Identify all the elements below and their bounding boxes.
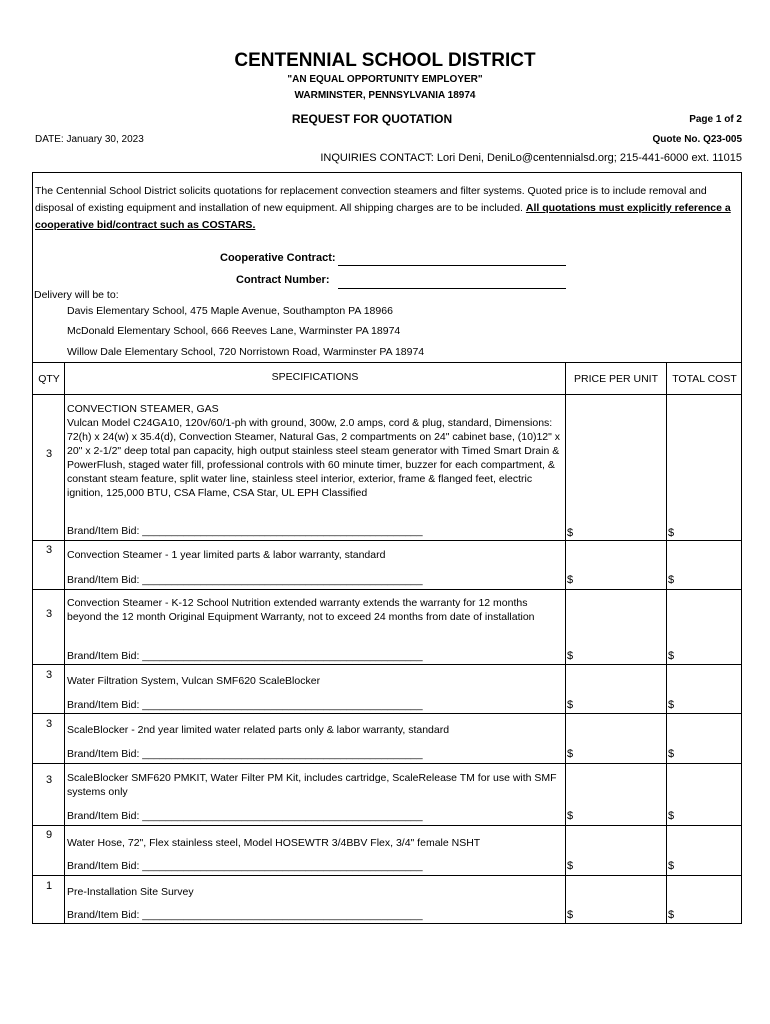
row-qty: 3 (45, 608, 53, 620)
header-price-per-unit: PRICE PER UNIT (573, 373, 658, 385)
row-qty: 3 (45, 718, 53, 730)
price-per-unit-field[interactable]: $ (567, 909, 574, 921)
brand-item-bid[interactable]: Brand/Item Bid: ________________________________________________ (67, 525, 423, 537)
inquiries-contact: INQUIRIES CONTACT: Lori Deni, DeniLo@centennialsd.org; 215-441-6000 ext. 11015 (320, 152, 742, 164)
column-divider (666, 362, 667, 924)
total-cost-field[interactable]: $ (668, 860, 675, 872)
row-specification: ScaleBlocker - 2nd year limited water related parts only & labor warranty, standard (67, 724, 450, 736)
row-qty: 9 (45, 829, 53, 841)
delivery-school: Davis Elementary School, 475 Maple Avenue, Southampton PA 18966 (67, 305, 393, 317)
brand-item-bid[interactable]: Brand/Item Bid: ________________________________________________ (67, 574, 423, 586)
row-qty: 3 (45, 544, 53, 556)
brand-item-bid[interactable]: Brand/Item Bid: ________________________________________________ (67, 810, 423, 822)
header-qty: QTY (38, 373, 60, 385)
cooperative-contract-label: Cooperative Contract: (220, 252, 336, 264)
price-per-unit-field[interactable]: $ (567, 860, 574, 872)
row-divider (32, 540, 742, 541)
date: DATE: January 30, 2023 (35, 134, 144, 145)
contract-number-field[interactable] (338, 288, 566, 289)
price-per-unit-field[interactable]: $ (567, 699, 574, 711)
header-specifications: SPECIFICATIONS (271, 371, 359, 383)
table-header-border (32, 394, 742, 395)
intro-emphasis: All quotations must explicitly reference a cooperative bid/contract such as COSTARS. (35, 202, 731, 231)
brand-item-bid[interactable]: Brand/Item Bid: ________________________________________________ (67, 748, 423, 760)
total-cost-field[interactable]: $ (668, 748, 675, 760)
tagline: "AN EQUAL OPPORTUNITY EMPLOYER" (287, 74, 483, 85)
column-divider (565, 362, 566, 924)
row-divider (32, 763, 742, 764)
quote-number: Quote No. Q23-005 (652, 134, 742, 145)
header-total-cost: TOTAL COST (672, 373, 737, 385)
document-title: REQUEST FOR QUOTATION (291, 112, 453, 126)
row-qty: 3 (45, 669, 53, 681)
brand-item-bid[interactable]: Brand/Item Bid: ________________________________________________ (67, 860, 423, 872)
row-divider (32, 875, 742, 876)
location: WARMINSTER, PENNSYLVANIA 18974 (294, 90, 476, 101)
total-cost-field[interactable]: $ (668, 810, 675, 822)
row-divider (32, 825, 742, 826)
district-title: CENTENNIAL SCHOOL DISTRICT (234, 50, 536, 71)
price-per-unit-field[interactable]: $ (567, 574, 574, 586)
price-per-unit-field[interactable]: $ (567, 810, 574, 822)
row-qty: 3 (45, 774, 53, 786)
intro-paragraph (35, 183, 735, 234)
row-specification: Convection Steamer - 1 year limited parts & labor warranty, standard (67, 549, 386, 561)
total-cost-field[interactable]: $ (668, 527, 675, 539)
row-specification: Convection Steamer - K-12 School Nutrition extended warranty extends the warranty for 12 months beyond the 12 month Original Equipment Warranty, not to exceed 24 months from date of installation (67, 597, 535, 623)
delivery-school: Willow Dale Elementary School, 720 Norristown Road, Warminster PA 18974 (67, 346, 425, 358)
total-cost-field[interactable]: $ (668, 650, 675, 662)
delivery-school: McDonald Elementary School, 666 Reeves Lane, Warminster PA 18974 (67, 325, 401, 337)
price-per-unit-field[interactable]: $ (567, 748, 574, 760)
row-qty: 3 (45, 448, 53, 460)
total-cost-field[interactable]: $ (668, 909, 675, 921)
row-specification: Pre-Installation Site Survey (67, 886, 194, 898)
row-specification: ScaleBlocker SMF620 PMKIT, Water Filter PM Kit, includes cartridge, ScaleRelease TM for use with SMF systems only (67, 772, 557, 798)
brand-item-bid[interactable]: Brand/Item Bid: ________________________________________________ (67, 699, 423, 711)
row-qty: 1 (45, 880, 53, 892)
price-per-unit-field[interactable]: $ (567, 650, 574, 662)
brand-item-bid[interactable]: Brand/Item Bid: ________________________________________________ (67, 650, 423, 662)
row-divider (32, 589, 742, 590)
delivery-label: Delivery will be to: (34, 289, 119, 301)
contract-number-label: Contract Number: (236, 274, 330, 286)
price-per-unit-field[interactable]: $ (567, 527, 574, 539)
total-cost-field[interactable]: $ (668, 574, 675, 586)
total-cost-field[interactable]: $ (668, 699, 675, 711)
row-specification: CONVECTION STEAMER, GAS Vulcan Model C24GA10, 120v/60/1-ph with ground, 300w, 2.0 amps, cord & plug, standard, Dimensions: 72(h) x 24(w) x 35.4(d), Convection Steamer, Natural Gas, 2 compartments on 24" cabinet base, (10)12" x 20" x 2-1/2" deep total pan capacity, high output stainless steel steam generator with Timed Smart Drain & PowerFlush, staged water fill, professional controls with 60 minute timer, buzzer for each compartment, & constant steam feature, split water line, stainless steel interior, exterior, frame & flanged feet, electric ignition, 125,000 BTU, CSA Flame, CSA Star, UL EPH Classified (67, 403, 561, 499)
column-divider (64, 362, 65, 924)
row-divider (32, 713, 742, 714)
row-specification: Water Hose, 72", Flex stainless steel, Model HOSEWTR 3/4BBV Flex, 3/4" female NSHT (67, 837, 481, 849)
page-number: Page 1 of 2 (689, 114, 742, 125)
brand-item-bid[interactable]: Brand/Item Bid: ________________________________________________ (67, 909, 423, 921)
intro-text: The Centennial School District solicits quotations for replacement convection steamers and filter systems. Quoted price is to include removal and disposal of existing equipment and installation of new equipment. All shipping charges are to be included. (35, 185, 707, 214)
row-specification: Water Filtration System, Vulcan SMF620 ScaleBlocker (67, 675, 321, 687)
table-top-border (32, 362, 742, 363)
row-divider (32, 664, 742, 665)
cooperative-contract-field[interactable] (338, 265, 566, 266)
